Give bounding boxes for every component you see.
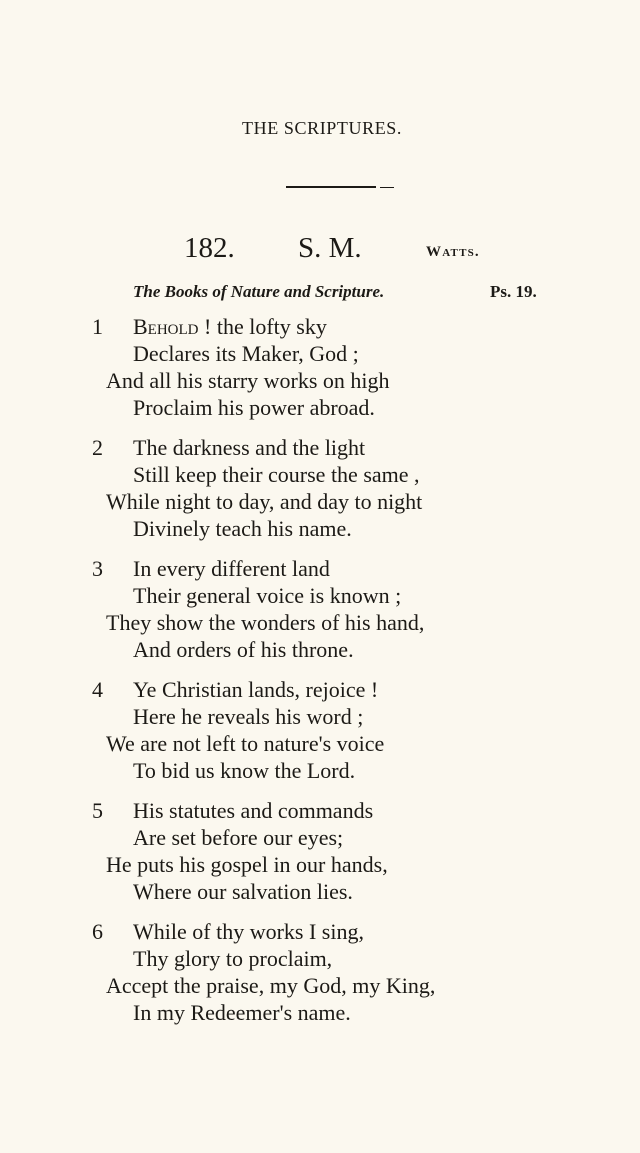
stanza-number: 4	[92, 677, 103, 702]
stanza-line: The darkness and the light	[133, 435, 366, 460]
stanza-line: And all his starry works on high	[106, 368, 390, 393]
stanza-line: To bid us know the Lord.	[133, 758, 356, 783]
stanza-number: 6	[92, 919, 103, 944]
stanza-line: Are set before our eyes;	[133, 825, 344, 850]
stanza-line-text: ! the lofty sky	[204, 314, 327, 339]
stanza-line: Their general voice is known ;	[133, 583, 402, 608]
stanza	[0, 554, 640, 675]
header-rule	[286, 186, 376, 188]
running-head: THE SCRIPTURES.	[242, 118, 403, 138]
stanza-line: Declares its Maker, God ;	[133, 341, 359, 366]
stanza	[0, 796, 640, 917]
stanza-number: 3	[92, 556, 103, 581]
stanza	[0, 675, 640, 796]
psalm-reference: Ps. 19.	[490, 282, 537, 301]
stanza-line: Proclaim his power abroad.	[133, 395, 375, 420]
hymn-heading	[184, 232, 504, 268]
stanza-line: Divinely teach his name.	[133, 516, 352, 541]
stanza-line: He puts his gospel in our hands,	[106, 852, 388, 877]
stanza-line: Still keep their course the same ,	[133, 462, 420, 487]
stanza	[0, 312, 640, 433]
stanza-line: While of thy works I sing,	[133, 919, 364, 944]
stanza-line: We are not left to nature's voice	[106, 731, 385, 756]
stanza-line: Ye Christian lands, rejoice !	[133, 677, 379, 702]
stanza	[0, 917, 640, 1038]
stanza-line: Accept the praise, my God, my King,	[106, 973, 436, 998]
stanza-line	[133, 314, 327, 340]
stanza-line: In every different land	[133, 556, 330, 581]
hymn-meter: S. M.	[298, 232, 362, 264]
hymn-subtitle: The Books of Nature and Scripture.	[133, 282, 385, 301]
stanza-list	[0, 312, 640, 1038]
stanza	[0, 433, 640, 554]
stanza-line: Here he reveals his word ;	[133, 704, 364, 729]
stanza-lead-word: Behold	[133, 314, 199, 339]
stanza-line: His statutes and commands	[133, 798, 374, 823]
hymn-author: Watts.	[426, 244, 480, 260]
stanza-number: 2	[92, 435, 103, 460]
stanza-line: In my Redeemer's name.	[133, 1000, 351, 1025]
stanza-line: Thy glory to proclaim,	[133, 946, 333, 971]
stanza-line: And orders of his throne.	[133, 637, 354, 662]
hymn-number: 182.	[184, 232, 235, 264]
stanza-number: 1	[92, 314, 103, 339]
stanza-line: While night to day, and day to night	[106, 489, 423, 514]
header-rule-tail	[380, 187, 394, 188]
stanza-number: 5	[92, 798, 103, 823]
stanza-line: They show the wonders of his hand,	[106, 610, 425, 635]
stanza-line: Where our salvation lies.	[133, 879, 353, 904]
